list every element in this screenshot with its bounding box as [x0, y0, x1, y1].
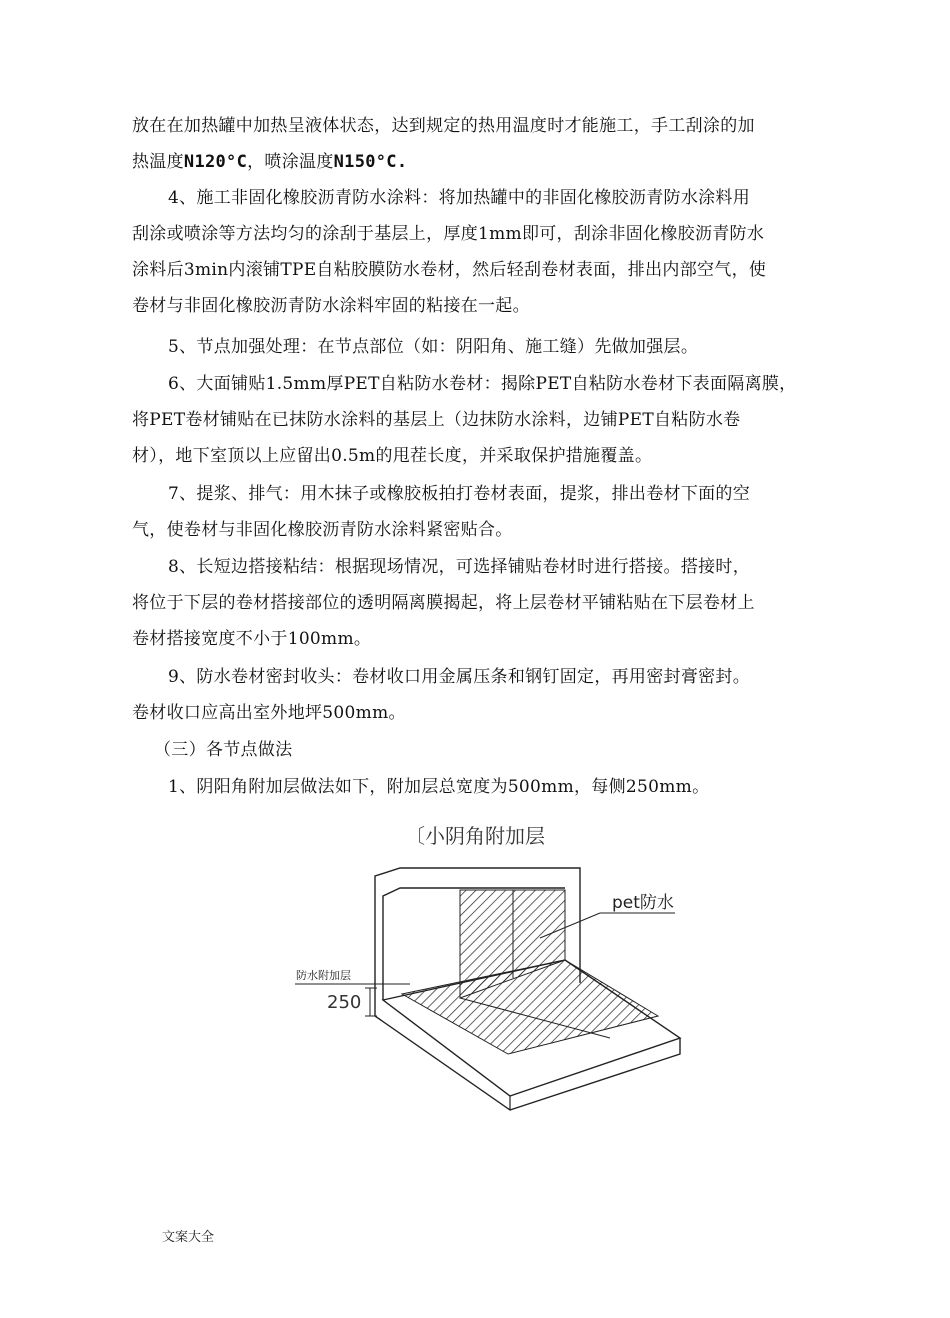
text-line: [132, 144, 822, 180]
paragraph-step-5: [132, 329, 822, 365]
corner-diagram: [280, 858, 700, 1118]
text-line: 涂料后3min内滚铺TPE自粘胶膜防水卷材，然后轻刮卷材表面，排出内部空气，使: [132, 260, 767, 280]
section-heading: [132, 732, 822, 768]
paragraph-step-6: [132, 366, 822, 474]
text-line: 放在在加热罐中加热呈液体状态，达到规定的热用温度时才能施工，手工刮涂的加: [132, 116, 755, 136]
paragraph-step-8: [132, 549, 822, 657]
text-line: 刮涂或喷涂等方法均匀的涂刮于基层上，厚度1mm即可，刮涂非固化橡胶沥青防水: [132, 224, 765, 244]
figure-title: 〔小阴角附加层: [405, 824, 545, 848]
paragraph-heating-temp: [132, 108, 822, 180]
text-line: （三）各节点做法: [154, 740, 293, 760]
label-dim-250: 250: [327, 992, 362, 1013]
paragraph-step-9: [132, 659, 822, 731]
paragraph-step-4: [132, 180, 822, 324]
slab-hatch-strip: [402, 960, 658, 1054]
text-line: 1、阴阳角附加层做法如下，附加层总宽度为500mm，每侧250mm。: [168, 777, 710, 797]
text-line: 7、提浆、排气：用木抹子或橡胶板拍打卷材表面，提浆，排出卷材下面的空: [168, 484, 751, 504]
text-line: 材），地下室顶以上应留出0.5m的甩茬长度，并采取保护措施覆盖。: [132, 446, 653, 466]
text-line: 4、施工非固化橡胶沥青防水涂料：将加热罐中的非固化橡胶沥青防水涂料用: [168, 188, 751, 208]
text-line: 卷材搭接宽度不小于100mm。: [132, 629, 372, 649]
text-line: 将位于下层的卷材搭接部位的透明隔离膜揭起，将上层卷材平铺粘贴在下层卷材上: [132, 593, 755, 613]
paragraph-node-1: [132, 769, 822, 805]
footer-text: 文案大全: [162, 1230, 215, 1245]
text-line: 5、节点加强处理：在节点部位（如：阴阳角、施工缝）先做加强层。: [168, 337, 699, 357]
text-line: 9、防水卷材密封收头：卷材收口用金属压条和钢钉固定，再用密封膏密封。: [168, 667, 751, 687]
text-line: 卷材与非固化橡胶沥青防水涂料牢固的粘接在一起。: [132, 296, 530, 316]
paragraph-step-7: [132, 476, 822, 548]
text-line: 8、长短边搭接粘结：根据现场情况，可选择铺贴卷材时进行搭接。搭接时，: [168, 557, 751, 577]
temp-manual: N120°C: [183, 152, 248, 172]
text-line: 气，使卷材与非固化橡胶沥青防水涂料紧密贴合。: [132, 520, 513, 540]
text-line: 卷材收口应高出室外地坪500mm。: [132, 703, 406, 723]
temp-spray: N150°C.: [333, 152, 408, 172]
heating-temp-text: 热温度: [132, 152, 184, 172]
text-line: 6、大面铺贴1.5mm厚PET自粘防水卷材：揭除PET自粘防水卷材下表面隔离膜，: [168, 374, 797, 394]
sep: ，喷涂温度: [247, 152, 334, 172]
label-layer: 防水附加层: [296, 969, 351, 982]
text-line: 将PET卷材铺贴在已抹防水涂料的基层上（边抹防水涂料，边铺PET自粘防水卷: [132, 410, 741, 430]
label-pet: pet防水: [612, 893, 674, 913]
